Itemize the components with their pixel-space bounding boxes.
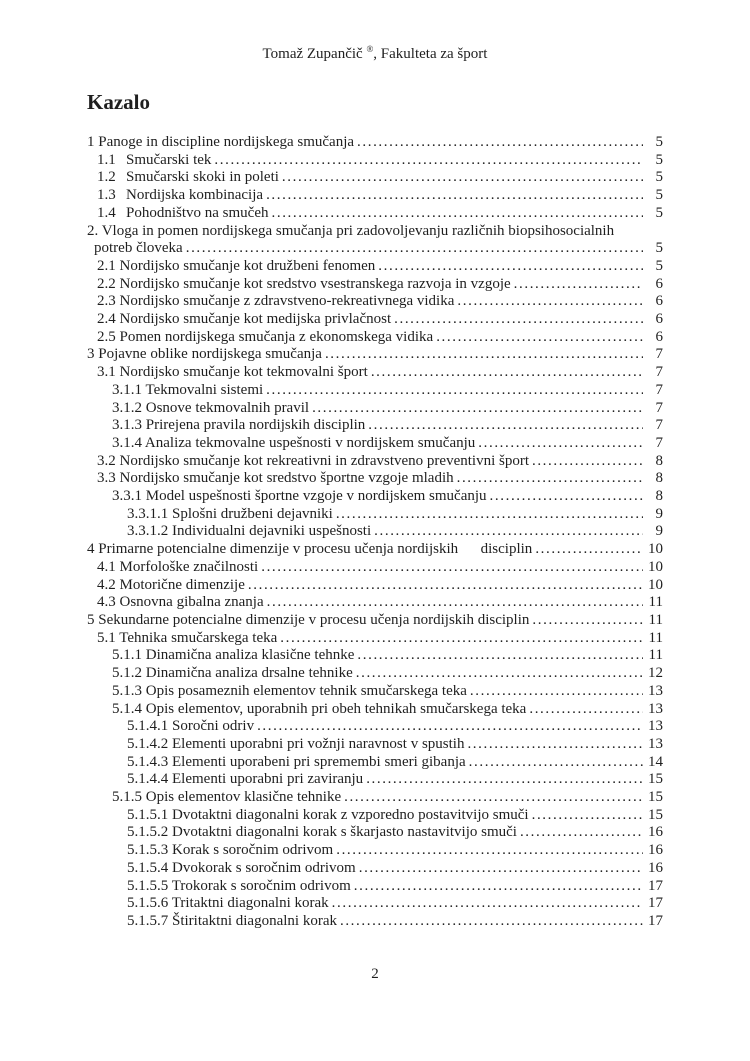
toc-entry[interactable]: [87, 311, 663, 329]
toc-entry-text: 2.1 Nordijsko smučanje kot družbeni fenomen: [97, 257, 376, 274]
dot-leader: [340, 913, 643, 931]
dot-leader: [325, 346, 643, 364]
toc-entry-page: 8: [655, 470, 663, 487]
toc-entry-page: 16: [648, 824, 663, 841]
toc-entry[interactable]: [87, 594, 663, 612]
toc-entry-page: 14: [648, 753, 663, 770]
page-header: [87, 0, 663, 63]
dot-leader: [336, 506, 643, 524]
toc-entry[interactable]: [87, 329, 663, 347]
toc-entry-page: 5: [655, 204, 663, 221]
toc-entry-text: 5.1.3 Opis posameznih elementov tehnik smučarskega teka: [112, 682, 467, 699]
toc-entry-page: 9: [655, 505, 663, 522]
dot-leader: [280, 630, 643, 648]
toc-entry-page: 6: [655, 275, 663, 292]
toc-entry[interactable]: [87, 506, 663, 524]
toc-entry-page: 17: [648, 912, 663, 929]
toc-entry-text: 3.1.1 Tekmovalni sistemi: [112, 381, 264, 398]
toc-entry[interactable]: [87, 382, 663, 400]
header-affiliation: , Fakulteta za šport: [373, 46, 488, 62]
toc-entry-text: Pohodništvo na smučeh: [126, 204, 269, 221]
toc-entry-text: 2. Vloga in pomen nordijskega smučanja pri zadovoljevanju različnih biopsihosocialnih: [87, 222, 615, 239]
toc-entry[interactable]: [87, 240, 663, 258]
toc-entry-text: 5.1.4.4 Elementi uporabni pri zaviranju: [127, 771, 364, 788]
dot-leader: [261, 559, 643, 577]
toc-entry-page: 7: [655, 346, 663, 363]
toc-entry[interactable]: [87, 736, 663, 754]
toc-entry[interactable]: [87, 860, 663, 878]
dot-leader: [354, 878, 643, 896]
toc-entry[interactable]: [87, 523, 663, 541]
toc-entry[interactable]: [87, 807, 663, 825]
toc-entry-page: 10: [648, 576, 663, 593]
toc-entry-page: 6: [655, 328, 663, 345]
toc-entry-page: 17: [648, 895, 663, 912]
toc-entry-text: 5.1.5.3 Korak s soročnim odrivom: [127, 842, 334, 859]
toc-entry-page: 6: [655, 293, 663, 310]
toc-entry-page: 10: [648, 541, 663, 558]
toc-entry[interactable]: [87, 559, 663, 577]
dot-leader: [248, 577, 643, 595]
toc-entry[interactable]: [87, 824, 663, 842]
toc-entry-text: 5 Sekundarne potencialne dimenzije v procesu učenja nordijskih disciplin: [87, 611, 530, 628]
toc-entry-page: 11: [648, 611, 663, 628]
toc-entry-text: 2.4 Nordijsko smučanje kot medijska privlačnost: [97, 311, 392, 328]
toc-entry-page: 12: [648, 665, 663, 682]
dot-leader: [356, 665, 643, 683]
dot-leader: [266, 382, 643, 400]
dot-leader: [535, 541, 643, 559]
toc-entry-page: 15: [648, 771, 663, 788]
toc-entry[interactable]: [87, 152, 663, 170]
toc-entry-page: 8: [655, 452, 663, 469]
toc-entry-text: Smučarski tek: [126, 151, 212, 168]
toc-entry-text: potreb človeka: [94, 240, 183, 257]
dot-leader: [272, 205, 644, 223]
toc-title: Kazalo: [87, 90, 150, 114]
toc-entry-text: 5.1.5.1 Dvotaktni diagonalni korak z vzporedno postavitvijo smuči: [127, 806, 529, 823]
toc-entry[interactable]: [87, 223, 663, 241]
toc-entry-text: 2.3 Nordijsko smučanje z zdravstveno-rekreativnega vidika: [97, 293, 455, 310]
toc-entry-text: 3.3.1.1 Splošni družbeni dejavniki: [127, 505, 333, 522]
dot-leader: [520, 824, 643, 842]
toc-entry-text: 5.1.5.6 Tritaktni diagonalni korak: [127, 895, 329, 912]
toc-entry-page: 10: [648, 558, 663, 575]
toc-entry[interactable]: [87, 435, 663, 453]
dot-leader: [332, 895, 643, 913]
toc-entry-page: 7: [655, 364, 663, 381]
toc-entry-page: 5: [655, 134, 663, 150]
toc-entry-text: 1 Panoge in discipline nordijskega smučanja: [87, 134, 355, 150]
toc-entry[interactable]: [87, 169, 663, 187]
dot-leader: [344, 789, 643, 807]
dot-leader: [457, 293, 643, 311]
toc-entry-text: 5.1.2 Dinamična analiza drsalne tehnike: [112, 665, 353, 682]
toc-entry-page: 5: [655, 257, 663, 274]
toc-entry-page: 7: [655, 399, 663, 416]
toc-entry[interactable]: [87, 470, 663, 488]
toc-entry-page: 15: [648, 806, 663, 823]
toc-entry-text: 2.2 Nordijsko smučanje kot sredstvo vsestranskega razvoja in vzgoje: [97, 275, 511, 292]
dot-leader: [266, 187, 643, 205]
dot-leader: [267, 594, 643, 612]
toc-entry-text: Nordijska kombinacija: [126, 187, 264, 204]
dot-leader: [467, 736, 643, 754]
toc-entry-number: 1.2: [97, 169, 116, 186]
toc-entry[interactable]: [87, 488, 663, 506]
toc-entry[interactable]: [87, 665, 663, 683]
toc-entry[interactable]: [87, 293, 663, 311]
toc-entry[interactable]: [87, 577, 663, 595]
dot-leader: [457, 470, 643, 488]
toc-entry[interactable]: [87, 913, 663, 931]
toc-entry-page: 7: [655, 417, 663, 434]
toc-entry-page: 16: [648, 842, 663, 859]
toc-entry-page: 5: [655, 169, 663, 186]
toc-entry-number: 1.1: [97, 151, 116, 168]
dot-leader: [374, 523, 643, 541]
dot-leader: [366, 771, 643, 789]
dot-leader: [371, 364, 643, 382]
toc-entry-number: 1.4: [97, 204, 116, 221]
toc-entry-text: 3.1.4 Analiza tekmovalne uspešnosti v nordijskem smučanju: [112, 434, 476, 451]
toc-entry-page: 5: [655, 240, 663, 257]
toc-entry-page: 15: [648, 789, 663, 806]
dot-leader: [532, 807, 643, 825]
toc-entry-number: 1.3: [97, 187, 116, 204]
toc-entry-text: 5.1.5.2 Dvotaktni diagonalni korak s škarjasto nastavitvijo smuči: [127, 824, 517, 841]
toc-entry-text: 5.1.5.5 Trokorak s soročnim odrivom: [127, 877, 351, 894]
dot-leader: [357, 647, 643, 665]
dot-leader: [532, 453, 643, 471]
dot-leader: [514, 276, 643, 294]
toc-entry-page: 17: [648, 877, 663, 894]
toc-entry[interactable]: [87, 718, 663, 736]
dot-leader: [312, 400, 643, 418]
toc-entry-text: 3.1.2 Osnove tekmovalnih pravil: [112, 399, 310, 416]
toc-entry-text: 5.1.5.4 Dvokorak s soročnim odrivom: [127, 859, 356, 876]
toc-entry[interactable]: [87, 276, 663, 294]
page-number-footer: 2: [371, 966, 379, 982]
toc-entry-page: 9: [655, 523, 663, 540]
dot-leader: [257, 718, 643, 736]
toc-entry-text: 5.1 Tehnika smučarskega teka: [97, 629, 278, 646]
toc-entry-text: Smučarski skoki in poleti: [126, 169, 279, 186]
toc-entry-text: 3 Pojavne oblike nordijskega smučanja: [87, 346, 322, 363]
dot-leader: [282, 169, 643, 187]
dot-leader: [478, 435, 643, 453]
toc-entry[interactable]: [87, 612, 663, 630]
dot-leader: [436, 329, 643, 347]
toc-entry[interactable]: [87, 134, 663, 152]
dot-leader: [532, 612, 643, 630]
toc-entry-page: 8: [655, 488, 663, 505]
toc-entry[interactable]: [87, 258, 663, 276]
toc-entry[interactable]: [87, 541, 663, 559]
toc-entry-page: 11: [648, 629, 663, 646]
toc-entry-text: 5.1.4 Opis elementov, uporabnih pri obeh tehnikah smučarskega teka: [112, 700, 527, 717]
toc-entry[interactable]: [87, 346, 663, 364]
toc-entry[interactable]: [87, 754, 663, 772]
toc-entry[interactable]: [87, 400, 663, 418]
toc-entry-text: 3.3.1.2 Individualni dejavniki uspešnosti: [127, 523, 372, 540]
toc-entry-text: 5.1.1 Dinamična analiza klasične tehnke: [112, 647, 355, 664]
toc-entry-page: 7: [655, 434, 663, 451]
dot-leader: [529, 701, 643, 719]
registered-trademark-symbol: ®: [366, 44, 374, 54]
toc-entry[interactable]: [87, 878, 663, 896]
dot-leader: [214, 152, 643, 170]
toc-entry-text: 5.1.4.2 Elementi uporabni pri vožnji naravnost v spustih: [127, 735, 465, 752]
toc-entry-text: 3.3 Nordijsko smučanje kot sredstvo športne vzgoje mladih: [97, 470, 454, 487]
toc-entry-text: 4.1 Morfološke značilnosti: [97, 558, 259, 575]
toc-entry[interactable]: [87, 647, 663, 665]
toc-entry-text: 3.1.3 Prirejena pravila nordijskih disciplin: [112, 417, 366, 434]
toc-entry-page: 11: [648, 647, 663, 664]
toc-entry-page: 13: [648, 700, 663, 717]
toc-entry-text: 5.1.5 Opis elementov klasične tehnike: [112, 789, 342, 806]
toc-entry-text: 3.2 Nordijsko smučanje kot rekreativni in zdravstveno preventivni šport: [97, 452, 529, 469]
toc-entry[interactable]: [87, 842, 663, 860]
dot-leader: [394, 311, 643, 329]
toc-entry-text: 4.3 Osnovna gibalna znanja: [97, 594, 264, 611]
dot-leader: [357, 134, 643, 152]
toc-entry-text: 5.1.4.3 Elementi uporabeni pri spremembi smeri gibanja: [127, 753, 466, 770]
toc-entry-page: 11: [648, 594, 663, 611]
toc-entry[interactable]: [87, 417, 663, 435]
dot-leader: [470, 683, 643, 701]
toc-entry[interactable]: [87, 364, 663, 382]
toc-entry-page: 5: [655, 187, 663, 204]
toc-entry[interactable]: [87, 771, 663, 789]
toc-entry[interactable]: [87, 453, 663, 471]
toc-entry[interactable]: [87, 789, 663, 807]
toc-entry[interactable]: [87, 187, 663, 205]
toc-entry-page: 13: [648, 682, 663, 699]
toc-entry[interactable]: [87, 701, 663, 719]
toc-list: [87, 134, 663, 931]
toc-entry-text: 3.1 Nordijsko smučanje kot tekmovalni šport: [97, 364, 368, 381]
dot-leader: [186, 240, 643, 258]
toc-entry[interactable]: [87, 205, 663, 223]
toc-entry-page: 13: [648, 718, 663, 735]
toc-entry[interactable]: [87, 895, 663, 913]
toc-entry-text: 4 Primarne potencialne dimenzije v procesu učenja nordijskih disciplin: [87, 541, 533, 558]
toc-entry-page: 5: [655, 151, 663, 168]
dot-leader: [378, 258, 643, 276]
dot-leader: [336, 842, 643, 860]
dot-leader: [359, 860, 643, 878]
toc-entry-text: 2.5 Pomen nordijskega smučanja z ekonomskega vidika: [97, 328, 434, 345]
toc-entry-page: 7: [655, 381, 663, 398]
toc-entry-text: 3.3.1 Model uspešnosti športne vzgoje v nordijskem smučanju: [112, 488, 487, 505]
dot-leader: [469, 754, 643, 772]
header-author: Tomaž Zupančič: [262, 46, 367, 62]
toc-entry-page: 16: [648, 859, 663, 876]
toc-entry[interactable]: [87, 630, 663, 648]
toc-entry[interactable]: [87, 683, 663, 701]
toc-entry-page: 13: [648, 735, 663, 752]
dot-leader: [490, 488, 643, 506]
toc-entry-page: 6: [655, 311, 663, 328]
toc-entry-text: 4.2 Motorične dimenzije: [97, 576, 245, 593]
toc-entry-text: 5.1.5.7 Štiritaktni diagonalni korak: [127, 912, 337, 929]
dot-leader: [368, 417, 643, 435]
toc-entry-text: 5.1.4.1 Soročni odriv: [127, 718, 255, 735]
